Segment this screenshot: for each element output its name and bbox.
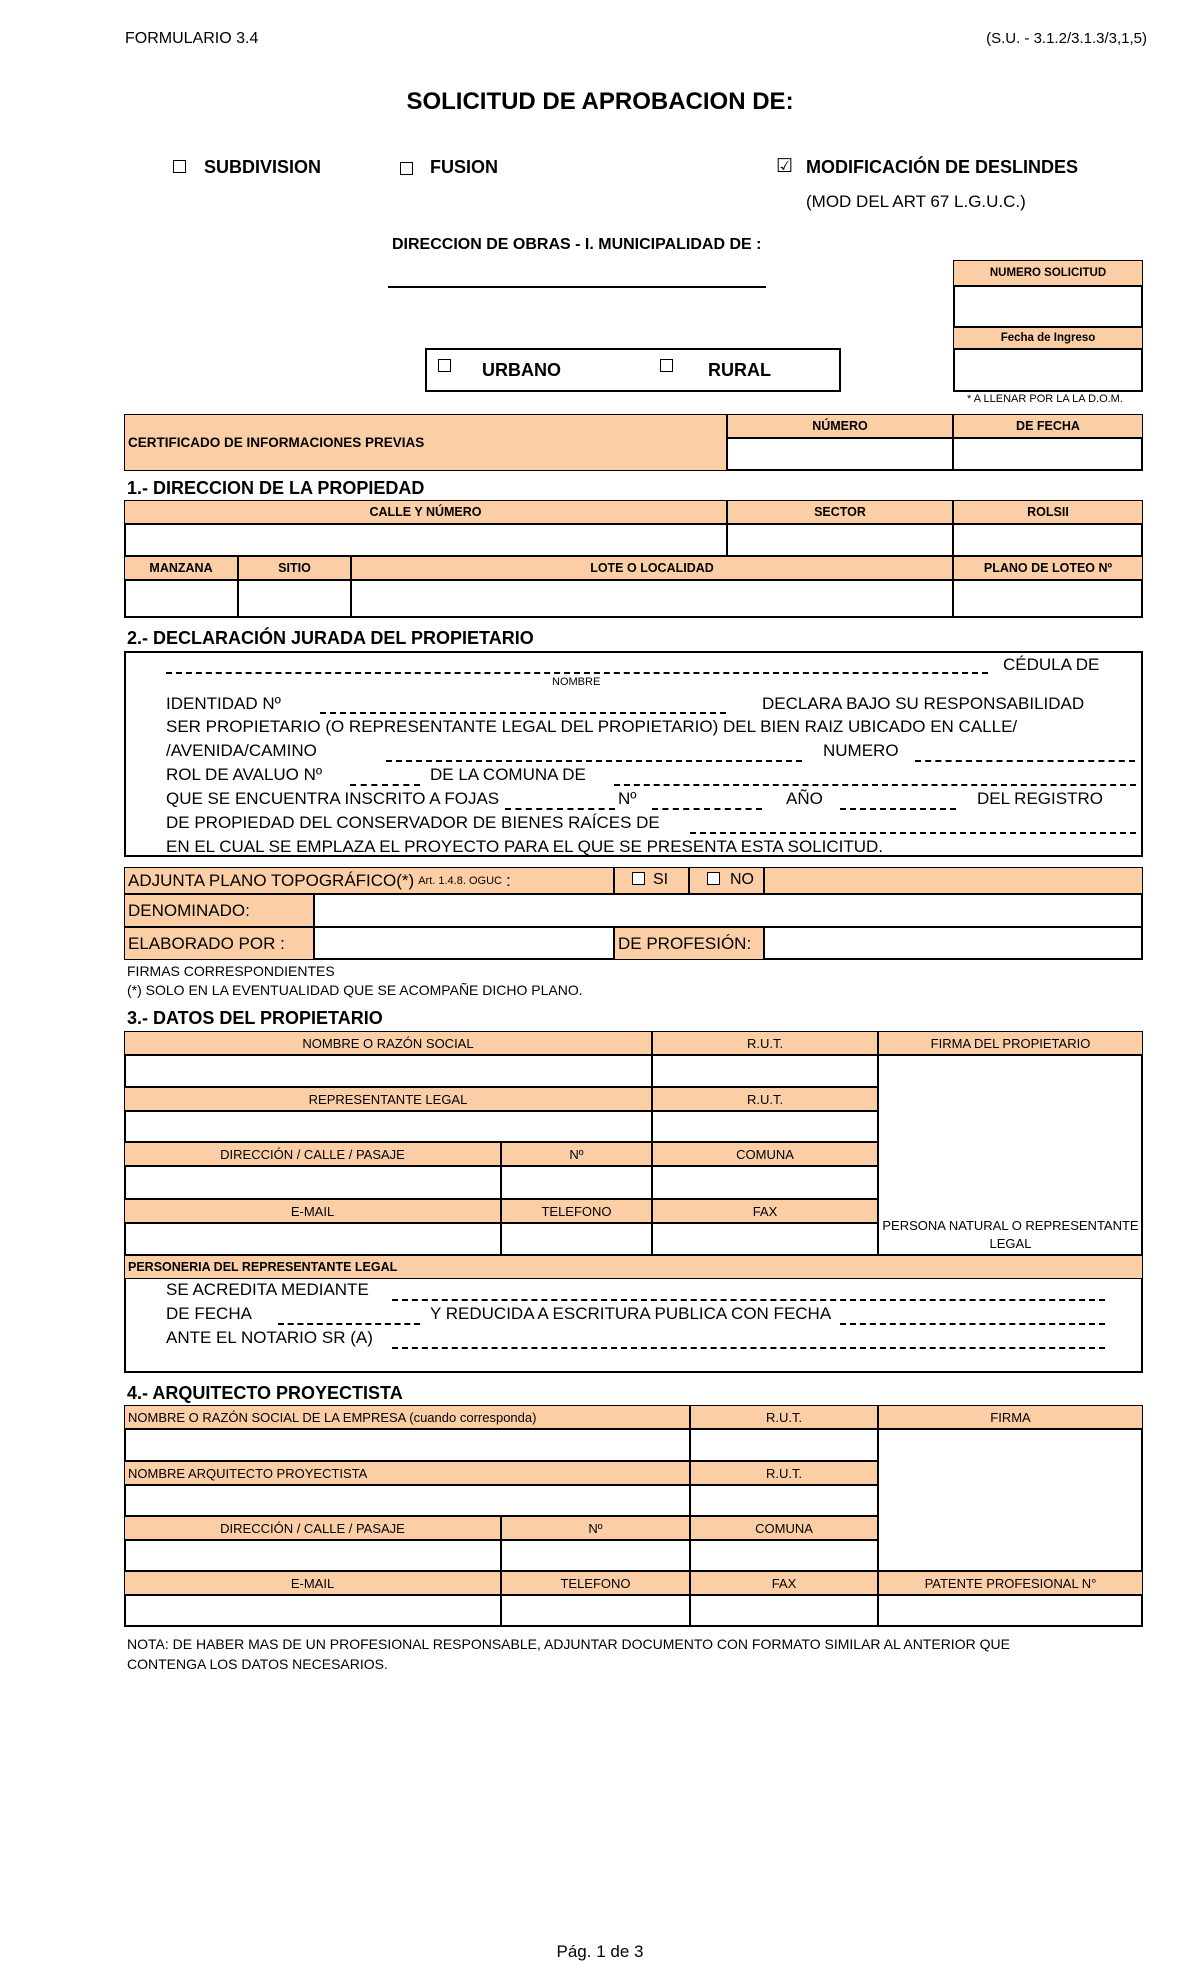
empresa-field[interactable] xyxy=(124,1429,690,1461)
elaborado-field[interactable] xyxy=(314,927,614,960)
firma-header: FIRMA DEL PROPIETARIO xyxy=(878,1031,1143,1055)
profesion-field[interactable] xyxy=(764,927,1143,960)
reducida-text: Y REDUCIDA A ESCRITURA PUBLICA CON FECHA xyxy=(430,1304,832,1323)
rut-arquitecto-field[interactable] xyxy=(690,1485,878,1516)
numero-header: Nº xyxy=(501,1142,652,1166)
legal-text: LEGAL xyxy=(989,1236,1032,1251)
certificado-numero-field[interactable] xyxy=(727,438,953,471)
email-header: E-MAIL xyxy=(124,1199,501,1223)
persona-natural-text: PERSONA NATURAL O REPRESENTANTE xyxy=(882,1218,1139,1233)
denominado-label: DENOMINADO: xyxy=(124,894,314,927)
personeria-header: PERSONERIA DEL REPRESENTANTE LEGAL xyxy=(124,1255,1143,1279)
modificacion-checkbox[interactable]: ☑ xyxy=(776,156,794,177)
patente-header: PATENTE PROFESIONAL N° xyxy=(878,1571,1143,1595)
fax-arquitecto-field[interactable] xyxy=(690,1595,878,1627)
notario-text: ANTE EL NOTARIO SR (A) xyxy=(166,1328,373,1347)
rural-label: RURAL xyxy=(708,360,771,380)
comuna-text: DE LA COMUNA DE xyxy=(430,765,586,784)
de-fecha-line[interactable] xyxy=(278,1323,420,1325)
rut-arquitecto-header: R.U.T. xyxy=(690,1461,878,1485)
representante-header: REPRESENTANTE LEGAL xyxy=(124,1087,652,1111)
rut-header: R.U.T. xyxy=(652,1031,878,1055)
manzana-header: MANZANA xyxy=(124,556,238,580)
propietario-text: SER PROPIETARIO (O REPRESENTANTE LEGAL DEL PROPIETARIO) DEL BIEN RAIZ UBICADO EN CALLE/ xyxy=(166,717,1018,736)
arquitecto-field[interactable] xyxy=(124,1485,690,1516)
dom-note: * A LLENAR POR LA LA D.O.M. xyxy=(967,393,1123,405)
registro-text: DEL REGISTRO xyxy=(977,789,1103,808)
rolsii-field[interactable] xyxy=(953,524,1143,556)
nombre-field[interactable] xyxy=(124,1055,652,1087)
denominado-field[interactable] xyxy=(314,894,1143,927)
calle-header: CALLE Y NÚMERO xyxy=(124,500,727,524)
elaborado-label: ELABORADO POR : xyxy=(124,927,314,960)
fojas-text: QUE SE ENCUENTRA INSCRITO A FOJAS xyxy=(166,789,500,808)
n-line[interactable] xyxy=(652,808,762,810)
conservador-line[interactable] xyxy=(690,832,1136,834)
page-title: SOLICITUD DE APROBACION DE: xyxy=(406,88,794,115)
rut-representante-header: R.U.T. xyxy=(652,1087,878,1111)
certificado-fecha-field[interactable] xyxy=(953,438,1143,471)
rol-text: ROL DE AVALUO Nº xyxy=(166,765,323,784)
telefono-field[interactable] xyxy=(501,1223,652,1255)
rut-empresa-header: R.U.T. xyxy=(690,1405,878,1429)
no-checkbox[interactable] xyxy=(707,872,720,885)
sector-header: SECTOR xyxy=(727,500,953,524)
section1-title: 1.- DIRECCION DE LA PROPIEDAD xyxy=(127,478,425,498)
identidad-line[interactable] xyxy=(320,712,726,714)
direccion-header: DIRECCIÓN / CALLE / PASAJE xyxy=(124,1142,501,1166)
telefono-arquitecto-field[interactable] xyxy=(501,1595,690,1627)
fecha-ingreso-field[interactable] xyxy=(953,349,1143,392)
sector-field[interactable] xyxy=(727,524,953,556)
avenida-text: /AVENIDA/CAMINO xyxy=(166,741,317,760)
fax-arquitecto-header: FAX xyxy=(690,1571,878,1595)
rut-representante-field[interactable] xyxy=(652,1111,878,1142)
nota-line2: CONTENGA LOS DATOS NECESARIOS. xyxy=(127,1656,388,1672)
plano-loteo-field[interactable] xyxy=(953,580,1143,618)
identidad-text: IDENTIDAD Nº xyxy=(166,694,281,713)
telefono-arquitecto-header: TELEFONO xyxy=(501,1571,690,1595)
adjunta-plano-label: ADJUNTA PLANO TOPOGRÁFICO(*) Art. 1.4.8. OGUC : xyxy=(124,867,614,894)
reducida-line[interactable] xyxy=(840,1323,1105,1325)
anio-line[interactable] xyxy=(840,808,956,810)
certificado-fecha-header: DE FECHA xyxy=(953,414,1143,438)
certificado-label: CERTIFICADO DE INFORMACIONES PREVIAS xyxy=(124,414,727,471)
section4-title: 4.- ARQUITECTO PROYECTISTA xyxy=(127,1383,403,1403)
fusion-checkbox[interactable] xyxy=(400,162,413,175)
cedula-text: CÉDULA DE xyxy=(1003,655,1100,674)
comuna-line[interactable] xyxy=(614,784,1136,786)
empresa-header: NOMBRE O RAZÓN SOCIAL DE LA EMPRESA (cuando corresponda) xyxy=(124,1405,690,1429)
comuna-field[interactable] xyxy=(652,1166,878,1199)
numero-text: NUMERO xyxy=(823,741,899,760)
modificacion-label: MODIFICACIÓN DE DESLINDES xyxy=(806,157,1079,177)
direccion-arquitecto-header: DIRECCIÓN / CALLE / PASAJE xyxy=(124,1516,501,1540)
urbano-label: URBANO xyxy=(482,360,561,380)
nota-line1: NOTA: DE HABER MAS DE UN PROFESIONAL RESPONSABLE, ADJUNTAR DOCUMENTO CON FORMATO SIMILAR AL ANTERIOR QUE xyxy=(127,1636,1010,1652)
firmas-text: FIRMAS CORRESPONDIENTES xyxy=(127,963,335,979)
email-field[interactable] xyxy=(124,1223,501,1255)
nombre-header: NOMBRE O RAZÓN SOCIAL xyxy=(124,1031,652,1055)
urbano-checkbox[interactable] xyxy=(438,359,451,372)
subdivision-label: SUBDIVISION xyxy=(204,157,322,177)
fojas-line[interactable] xyxy=(505,808,615,810)
email-arquitecto-header: E-MAIL xyxy=(124,1571,501,1595)
conservador-text: DE PROPIEDAD DEL CONSERVADOR DE BIENES RAÍCES DE xyxy=(166,813,660,832)
comuna-arquitecto-field[interactable] xyxy=(690,1540,878,1571)
si-label: SI xyxy=(653,871,669,888)
manzana-field[interactable] xyxy=(124,580,238,618)
fecha-ingreso-header: Fecha de Ingreso xyxy=(953,327,1143,349)
plano-blank-cell xyxy=(764,867,1143,894)
form-reference: (S.U. - 3.1.2/3.1.3/3,1,5) xyxy=(986,30,1147,47)
si-checkbox[interactable] xyxy=(632,872,645,885)
acredita-line[interactable] xyxy=(392,1299,1105,1301)
sitio-field[interactable] xyxy=(238,580,351,618)
email-arquitecto-field[interactable] xyxy=(124,1595,501,1627)
section3-title: 3.- DATOS DEL PROPIETARIO xyxy=(127,1008,383,1028)
direccion-field[interactable] xyxy=(124,1166,501,1199)
firma-arquitecto-field[interactable] xyxy=(878,1429,1143,1571)
numero-field[interactable] xyxy=(501,1166,652,1199)
direccion-arquitecto-field[interactable] xyxy=(124,1540,501,1571)
numero-solicitud-header: NUMERO SOLICITUD xyxy=(953,260,1143,286)
representante-field[interactable] xyxy=(124,1111,652,1142)
numero-arquitecto-field[interactable] xyxy=(501,1540,690,1571)
anio-text: AÑO xyxy=(786,789,823,808)
nombre-caption: NOMBRE xyxy=(552,676,601,688)
rut-empresa-field[interactable] xyxy=(690,1429,878,1461)
no-label: NO xyxy=(730,871,754,888)
plano-loteo-header: PLANO DE LOTEO Nº xyxy=(953,556,1143,580)
direccion-obras-label: DIRECCION DE OBRAS - I. MUNICIPALIDAD DE : xyxy=(392,236,762,253)
sitio-header: SITIO xyxy=(238,556,351,580)
n-text: Nº xyxy=(618,789,637,808)
profesion-label: DE PROFESIÓN: xyxy=(614,927,764,960)
si-option[interactable] xyxy=(614,867,689,894)
fax-field[interactable] xyxy=(652,1223,878,1255)
lote-header: LOTE O LOCALIDAD xyxy=(351,556,953,580)
numero-solicitud-field[interactable] xyxy=(953,286,1143,327)
de-fecha-text: DE FECHA xyxy=(166,1304,252,1323)
rol-line[interactable] xyxy=(350,784,420,786)
rural-checkbox[interactable] xyxy=(660,359,673,372)
modificacion-note: (MOD DEL ART 67 L.G.U.C.) xyxy=(806,192,1026,211)
rut-field[interactable] xyxy=(652,1055,878,1087)
no-option[interactable] xyxy=(689,867,764,894)
emplaza-text: EN EL CUAL SE EMPLAZA EL PROYECTO PARA EL QUE SE PRESENTA ESTA SOLICITUD. xyxy=(166,837,884,856)
declara-text: DECLARA BAJO SU RESPONSABILIDAD xyxy=(762,694,1085,713)
fax-header: FAX xyxy=(652,1199,878,1223)
calle-line[interactable] xyxy=(386,760,802,762)
subdivision-checkbox[interactable] xyxy=(173,160,186,173)
municipalidad-line[interactable] xyxy=(388,286,766,288)
arquitecto-header: NOMBRE ARQUITECTO PROYECTISTA xyxy=(124,1461,690,1485)
section2-title: 2.- DECLARACIÓN JURADA DEL PROPIETARIO xyxy=(127,628,534,648)
patente-field[interactable] xyxy=(878,1595,1143,1627)
form-code: FORMULARIO 3.4 xyxy=(125,30,259,47)
acredita-text: SE ACREDITA MEDIANTE xyxy=(166,1280,369,1299)
fusion-label: FUSION xyxy=(430,157,499,177)
solo-text: (*) SOLO EN LA EVENTUALIDAD QUE SE ACOMPAÑE DICHO PLANO. xyxy=(127,982,583,998)
telefono-header: TELEFONO xyxy=(501,1199,652,1223)
nombre-line[interactable] xyxy=(166,672,988,674)
firma-arquitecto-header: FIRMA xyxy=(878,1405,1143,1429)
rolsii-header: ROLSII xyxy=(953,500,1143,524)
notario-line[interactable] xyxy=(392,1347,1105,1349)
certificado-numero-header: NÚMERO xyxy=(727,414,953,438)
lote-field[interactable] xyxy=(351,580,953,618)
numero-line[interactable] xyxy=(915,760,1135,762)
comuna-header: COMUNA xyxy=(652,1142,878,1166)
comuna-arquitecto-header: COMUNA xyxy=(690,1516,878,1540)
calle-field[interactable] xyxy=(124,524,727,556)
page-number: Pág. 1 de 3 xyxy=(556,1942,644,1961)
numero-arquitecto-header: Nº xyxy=(501,1516,690,1540)
